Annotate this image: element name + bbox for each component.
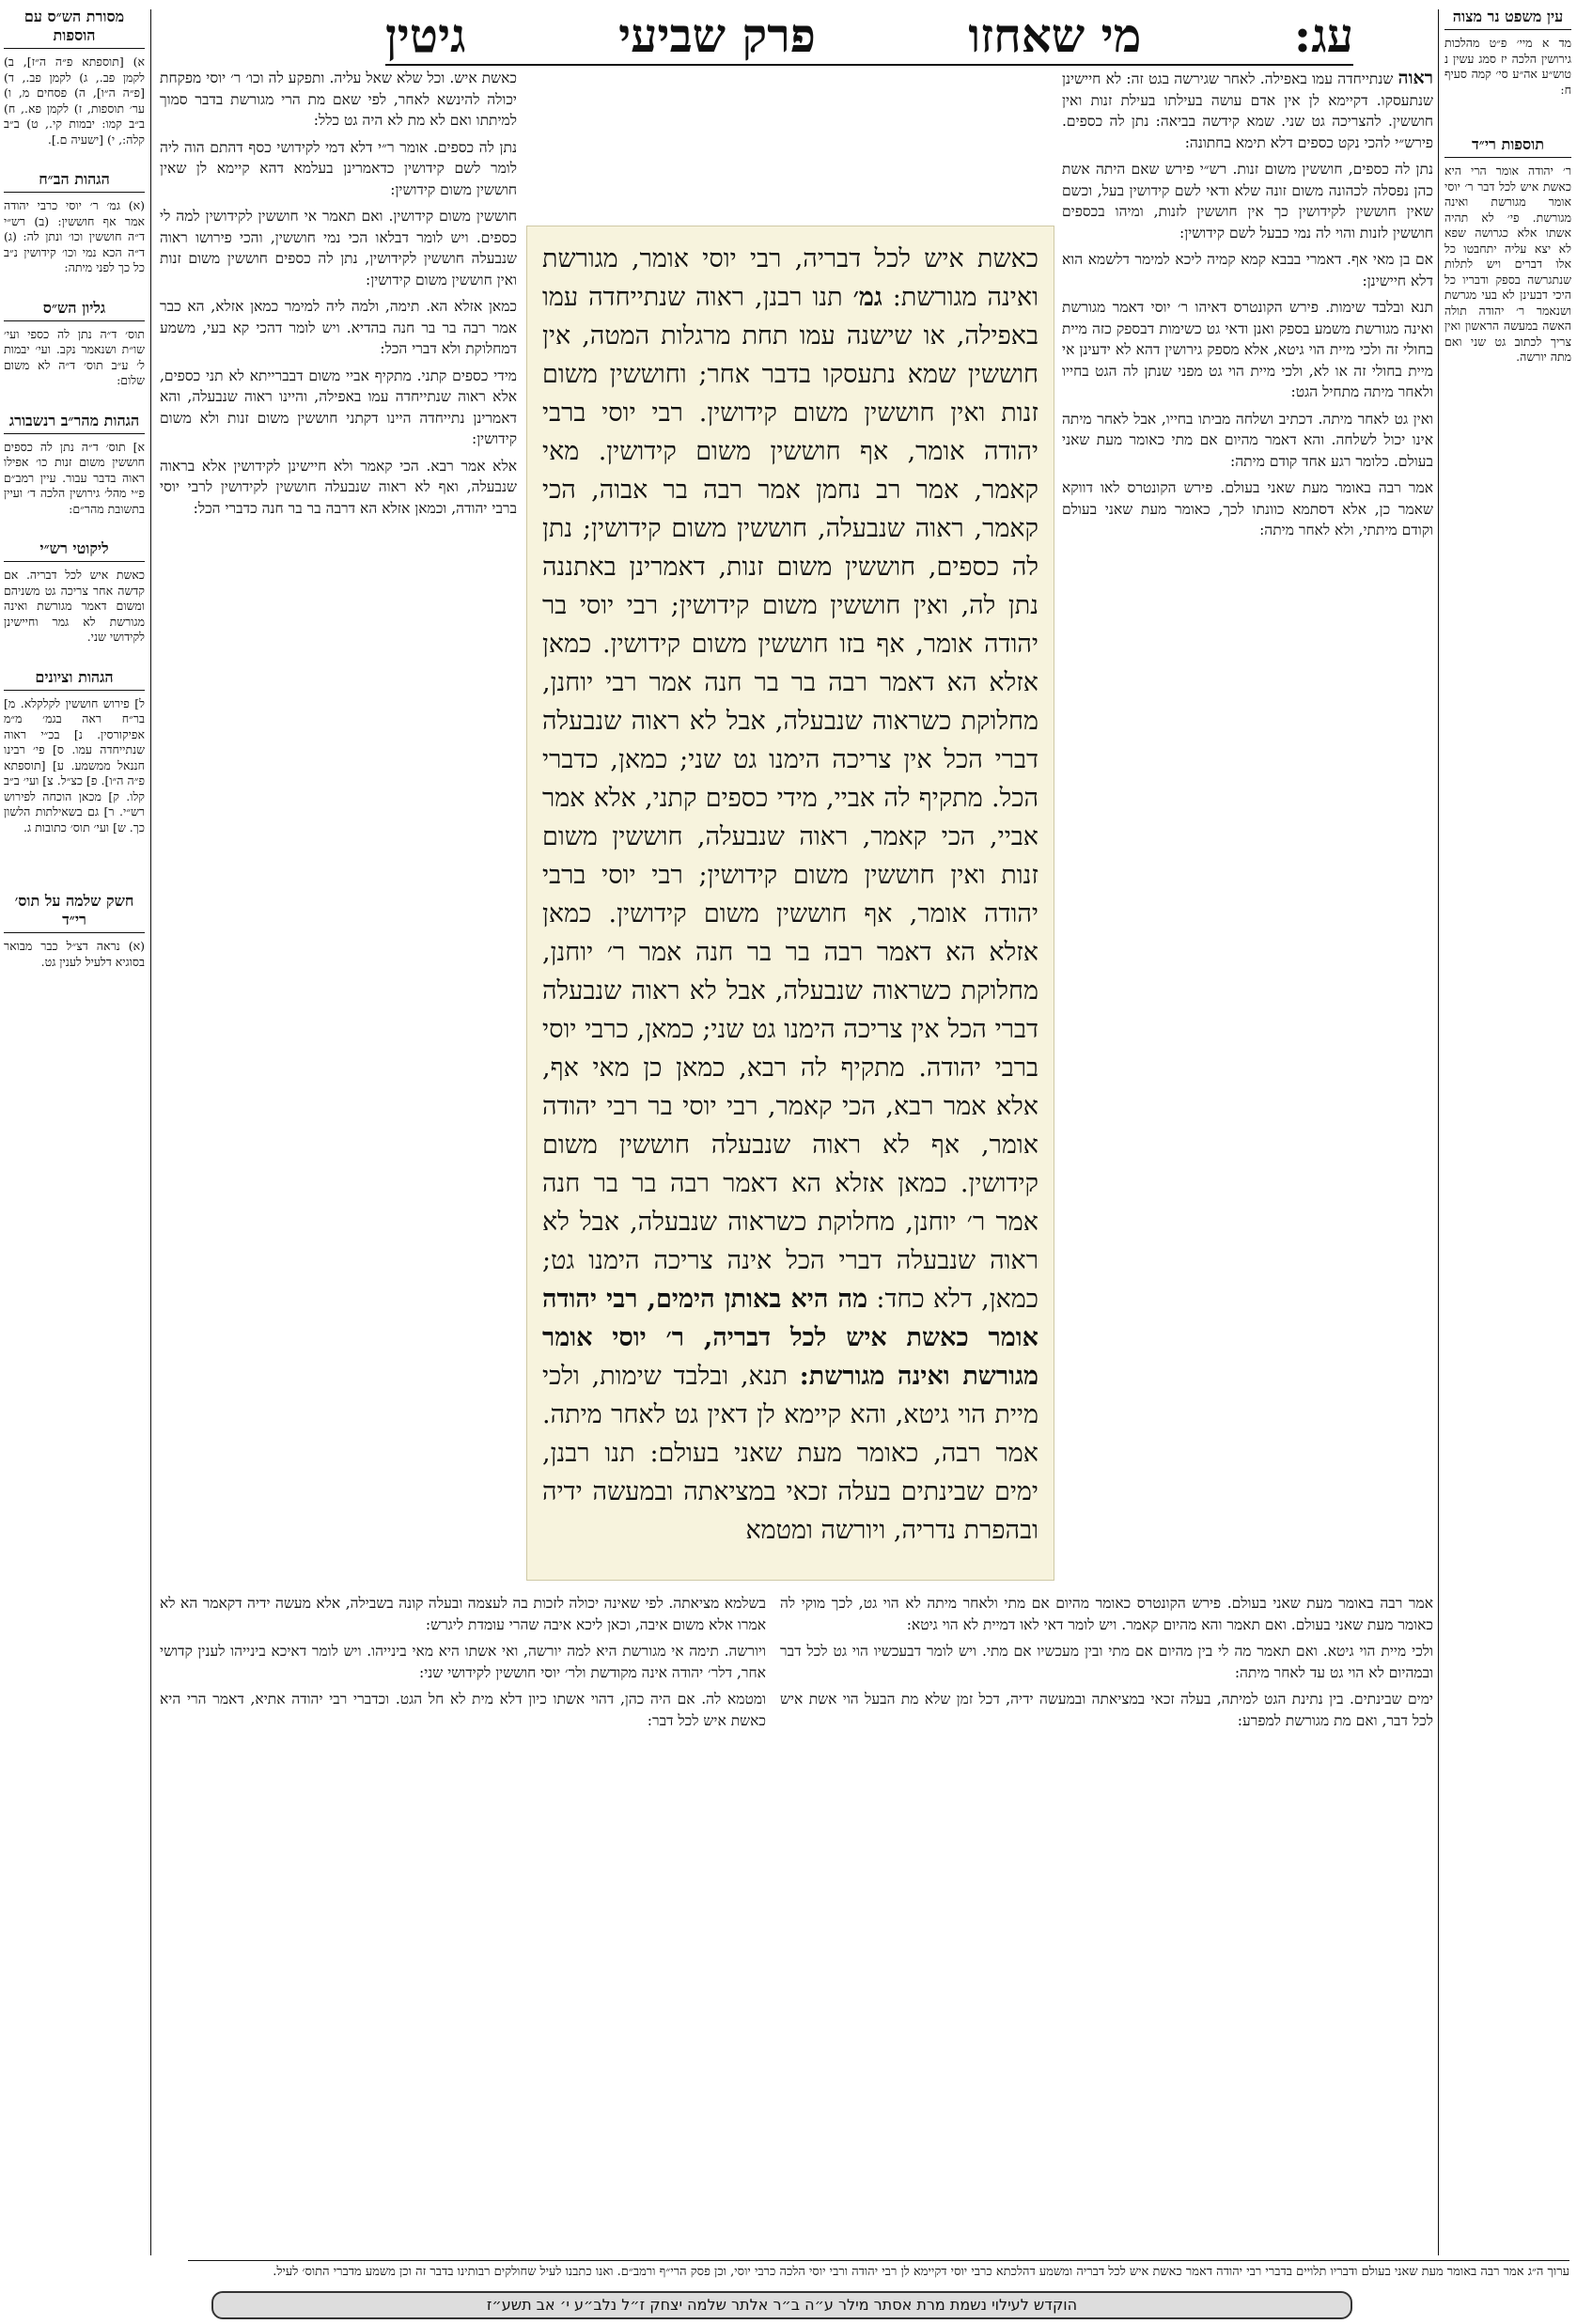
folio-number: עג: bbox=[1293, 7, 1353, 63]
tractate-name: גיטין bbox=[385, 7, 466, 63]
tosafot-paragraph: כמאן אזלא הא. תימה, ולמה ליה למימר כמאן אזלא, הא כבר אמר רבה בר בר חנה בהדיא. ויש לומר דהכי קא בעי, משמע דמחלוקת ולא דברי הכל: bbox=[160, 298, 517, 357]
commentary-paragraph: אמר רבה באומר מעת שאני בעולם. פירש הקונטרס כאומר מהיום אם מתי ולאחר מיתה לא הוי גט, לכך מוקי לה כאומר מעת שאני בעולם. ואם תאמר והא מהיום קאמר. ויש לומר דאי לאו דמיית לא הוי גיטא: bbox=[780, 1595, 1433, 1633]
footer-note: ערוך ה״ג אמר רבה באומר מעת שאני בעולם ודבריו תלויים בדברי רבי יהודה דאמר כאשת איש לכל דבריה ומשמע דהלכתא כרבי יוסי דקיימא לן רבי יהודה ורבי יוסי הלכה כרבי יוסי, וכן פסק הרי״ף ורמב״ם. ואנו כתבנו לעיל שחולקים רבותינו בדבר זה וכן משמע מדברי התוס׳ לעיל. bbox=[188, 2260, 1569, 2293]
tosafot-paragraph: מידי כספים קתני. מתקיף אביי משום דבברייתא לא תני כספים, אלא ראוה שנתייחדה עמו באפילה, והיינו ראוה שנבעלה, והא דאמרינן נתייחדה היינו דקתני חוששין משום זנות ולא משום קידושין: bbox=[160, 367, 517, 447]
commentary-paragraph: ימים שבינתים. בין נתינת הגט למיתה, בעלה זכאי במציאתה ובמעשה ידיה, דכל זמן שלא מת הבעל הוי אשת איש לכל דבר, ואם מת מגורשת למפרע: bbox=[780, 1691, 1433, 1729]
gemara-label: גמ׳ bbox=[852, 283, 882, 312]
gemara-text: תנו רבנן, ראוה שנתייחדה עמו באפילה, או שישנה עמו תחת מרגלות המטה, אין חוששין שמא נתעסקו בדבר אחר; וחוששין משום זנות ואין חוששין משום קידושין. רבי יוסי ברבי יהודה אומר, אף חוששין משום קידושין. מאי קאמר, אמר רב נחמן אמר רבה בר אבוה, הכי קאמר, ראוה שנבעלה, חוששין משום קידושין; נתן לה כספים, חוששין משום זנות, דאמרינן באתננה נתן לה, ואין חוששין משום קידושין; רבי יוסי בר יהודה אומר, אף בזו חוששין משום קידושין. כמאן אזלא הא דאמר רבה בר בר חנה אמר רבי יוחנן, מחלוקת כשראוה שנבעלה, אבל לא ראוה שנבעלה דברי הכל אין צריכה הימנו גט שני; כמאן, כדברי הכל. מתקיף לה אביי, מידי כספים קתני, אלא אמר אביי, הכי קאמר, ראוה שנבעלה, חוששין משום זנות ואין חוששין משום קידושין; רבי יוסי ברבי יהודה אומר, אף חוששין משום קידושין. כמאן אזלא הא דאמר רבה בר בר חנה אמר ר׳ יוחנן, מחלוקת כשראוה שנבעלה, אבל לא ראוה שנבעלה דברי הכל אין צריכה הימנו גט שני; כמאן, כרבי יוסי ברבי יהודה. מתקיף לה רבא, כמאן כן מאי אף, אלא אמר רבא, הכי קאמר, רבי יוסי בר רבי יהודה אומר, אף לא ראוה שנבעלה חוששין משום קידושין. כמאן אזלא הא דאמר רבה בר בר חנה אמר ר׳ יוחנן, מחלוקת כשראוה שנבעלה, אבל לא ראוה שנבעלה דברי הכל אינה צריכה הימנו גט; כמאן, דלא כחד: bbox=[542, 283, 1038, 1314]
mishna-text-bold: מה היא באותן הימים, רבי יהודה אומר כאשת איש לכל דבריה, ר׳ יוסי אומר מגורשת ואינה מגורשת: bbox=[542, 1285, 1038, 1391]
tosafot-paragraph: כאשת איש. וכל שלא שאל עליה. ותפקע לה וכו׳ ר׳ יוסי מפקחת יכולה להינשא לאחר, לפי שאם מת הרי מגורשת בדבר סמוך למיתתו ואם לא מת לא היה גט כלל: bbox=[160, 70, 517, 129]
rashi-column bbox=[1062, 68, 1433, 1581]
tractate-prefix: מי שאחזו bbox=[968, 7, 1142, 63]
maharatz-text: א] תוס׳ ד״ה נתן לה כספים חוששין משום זנות כו׳ אפילו ראוה בדבר עבור. עיין רמב״ם פ״י מהל׳ גירושין הלכה ד׳ ועיין בתשובת מהר״ם: bbox=[4, 439, 145, 516]
tosafot-paragraph: נתן לה כספים. אומר ר״י דלא דמי לקידושי כסף דהתם הוה ליה לומר לשם קידושין כדאמרינן בעלמא דהא קיימא לן שאין חוששין משום קידושין: bbox=[160, 138, 517, 198]
gemara-text-end: תנו רבנן, ימים שבינתים בעלה זכאי במציאתה ובמעשה ידיה ובהפרת נדריה, ויורשה ומטמא bbox=[542, 1439, 1038, 1545]
hagahot-bach-title: הגהות הב״ח bbox=[4, 170, 145, 193]
tosafot-rid-title: תוספות רי״ד bbox=[1444, 135, 1571, 158]
hagahot-tziyunim-text: ל] פירוש חוששין לקלקלא. מ] בר״ח ראה בגמ׳ מ״מ אפיקורסין. נ] בכ״י ראוה שנתייחדה עמו. ס] פי׳ רבינו חננאל ממשמע. ע] [תוספתא פ״ה ה״ו]. פ] כצ״ל. צ] ועי׳ ב״ב קלו. ק] מכאן הוכחה לפירוש רש״י. ר] גם בשאילתות הלשון כך. ש] ועי׳ תוס׳ כתובות ג. bbox=[4, 695, 145, 834]
memorial-dedication: הוקדש לעילוי נשמת מרת אסתר מילר ע״ה ב״ר אלתר שלמה יצחק ז״ל נלב״ע י׳ אב תשע״ז bbox=[211, 2291, 1352, 2319]
heshek-text: (א) נראה דצ״ל כבר מבואר בסוגיא דלעיל לענין גט. bbox=[4, 939, 145, 969]
rashi-paragraph: אמר רבה באומר מעת שאני בעולם. פירש הקונטרס לאו דווקא שאמר כן, אלא דסתמא כוונתו לכך, כאומר מעת שאני בעולם וקודם מיתתי, ולא לאחר מיתה: bbox=[1062, 479, 1433, 538]
gemara-main-text-box bbox=[526, 226, 1054, 1581]
rashi-paragraph: תנא ובלבד שימות. פירש הקונטרס דאיהו ר׳ יוסי דאמר מגורשת ואינה מגורשת משמע בספק ואנן ודאי גט כשימות דבספק כזה מיית בחולי זה ולכי מיית הוי גיטא, אלא מספק גירושין דהא לא ידעינן אי מיית בחולי זה או לא, ולכי מיית הוי גט מפני שנתן לה הגט בחייו ולאחר מיתה מתחיל הגט: bbox=[1062, 299, 1433, 400]
ein-mishpat-text: מד א מיי׳ פ״ט מהלכות גירושין הלכה יז סמג עשין נ טוש״ע אה״ע סי׳ קמה סעיף ח: bbox=[1444, 36, 1571, 97]
right-margin bbox=[1444, 8, 1571, 2254]
page-header bbox=[385, 6, 1353, 66]
gilyon-title: גליון הש״ס bbox=[4, 299, 145, 321]
commentary-paragraph: ומטמא לה. אם היה כהן, דהוי אשתו כיון דלא מית לא חל הגט. וכדברי רבי יהודה אתיא, דאמר הרי היא כאשת איש לכל דבר: bbox=[160, 1691, 766, 1729]
tosafot-paragraph: חוששין משום קידושין. ואם תאמר אי חוששין לקידושין למה לי כספים. ויש לומר דבלאו הכי נמי חוששין, והכי פירושו ראוה שנבעלה חוששין לקידושין, נתן לה כספים חוששין משום זנות ואין חוששין משום קידושין: bbox=[160, 208, 517, 289]
tosafot-column bbox=[160, 68, 517, 1581]
mesoret-text: א) [תוספתא פ״ה ה״ז], ב) לקמן פב., ג) לקמן פב., ד) [פ״ה ה״ו], ה) פסחים מ, ו) ער׳ תוספות, ז) לקמן פא., ח) ב״ב קמו: יבמות קי., ט) ב״ב קלה:, י) [ישעיה ם.]. bbox=[4, 55, 145, 147]
divider-left bbox=[150, 9, 151, 2255]
rashi-opening-word: ראוה bbox=[1397, 68, 1433, 88]
rashi-paragraph: ואין גט לאחר מיתה. דכתיב ושלחה מביתו בחייו, אבל לאחר מיתה אינו יכול לשלחה. והא דאמר מהיום אם מתי כאומר מעת שאני בעולם. כלומר רגע אחד קודם מיתה: bbox=[1062, 410, 1433, 470]
bottom-left-commentary bbox=[160, 1593, 766, 2255]
commentary-paragraph: בשלמא מציאתה. לפי שאינה יכולה לזכות בה לעצמה ובעלה קונה בשבילה, אלא מעשה ידיה דקאמר הא לא אמרו אלא משום איבה, וכאן ליכא איבה שהרי עומדת ליגרש: bbox=[160, 1595, 766, 1633]
mishna-text: כאשת איש לכל דבריה, רבי יוסי אומר, מגורשת ואינה מגורשת: bbox=[542, 244, 1038, 312]
tosafot-paragraph: אלא אמר רבא. הכי קאמר ולא חיישינן לקידושין אלא בראוה שנבעלה, ואף לא ראוה שנבעלה חוששין לקידושין לרבי יוסי ברבי יהודה, וכמאן אזלא הא דרבה בר בר חנה כדברי הכל: bbox=[160, 457, 517, 517]
tosafot-rid-text: ר׳ יהודה אומר הרי היא כאשת איש לכל דבר ר׳ יוסי אומר מגורשת ואינה מגורשת. פי׳ לא תהיה אשתו אלא כגרושה שפא לא יצא עליה יתחבטו כל אלו דברים ויש לתלות שנתגרשה בספק ודבריו כל היכי דבעינן לא בעי מגרשת ושנאמר ר׳ יהודה תולה האשה במעשה הראשון ואין צריך לכתוב גט שני ואם מתה יורשה. bbox=[1444, 164, 1571, 364]
mesoret-title: מסורת הש״ס עם הוספות bbox=[4, 8, 145, 49]
hagahot-bach-text: (א) גמ׳ ר׳ יוסי כרבי יהודה אמר אף חוששין: (ב) רש״י ד״ה חוששין וכו׳ ונתן לה: (ג) ד״ה הכא נמי וכו׳ קידושין נ״ב כל כך לפני מיתה: bbox=[4, 198, 145, 274]
commentary-paragraph: ויורשה. תימה אי מגורשת היא למה יורשה, ואי אשתו היא מאי בינייהו. ויש לומר דאיכא בינייהו לענין קדושי אחר, דלר׳ יהודה אינה מקודשת ולר׳ יוסי חוששין לקידושי שני: bbox=[160, 1643, 766, 1681]
likutei-rashi-title: ליקוטי רש״י bbox=[4, 539, 145, 562]
left-margin bbox=[4, 8, 145, 2254]
commentary-paragraph: ולכי מיית הוי גיטא. ואם תאמר מה לי בין מהיום אם מתי ובין מעכשיו אם מתי. ויש לומר דבעכשיו הוי גט לכל דבר ובמהיום לא הוי גט עד לאחר מיתה: bbox=[780, 1643, 1433, 1681]
maharatz-title: הגהות מהר״ב רנשבורג bbox=[4, 412, 145, 434]
hagahot-tziyunim-title: הגהות וציונים bbox=[4, 668, 145, 691]
rashi-paragraph: שנתייחדה עמו באפילה. לאחר שגירשה בגט זה: לא חיישינן שנתעסקו. דקיימא לן אין אדם עושה בעילתו בעילת זנות ואין חוששין. להצריכה גט שני. שמא קידשה בביאה: נתן לה כספים. פירש״י להכי נקט כספים דלא תימא בחתונה: bbox=[1062, 70, 1433, 151]
rashi-paragraph: אם בן מאי אף. דאמרי בבבא קמא קמיה ליכא למימר דלשמא הוא דלא חיישינן: bbox=[1062, 251, 1433, 289]
ein-mishpat-title: עין משפט נר מצוה bbox=[1444, 8, 1571, 30]
gilyon-text: תוס׳ ד״ה נתן לה כספי ועי׳ שו״ת ושנאמר נקב. ועי׳ יבמות ל׳ ע״ב תוס׳ ד״ה לא משום שלום: bbox=[4, 326, 145, 387]
bottom-right-commentary bbox=[780, 1593, 1433, 2255]
heshek-title: חשק שלמה על תוס׳ רי״ד bbox=[4, 892, 145, 933]
likutei-rashi-text: כאשת איש לכל דבריה. אם קדשה אחר צריכה גט משניהם ומשום דאמר מגורשת ואינה מגורשת לא גמר וחיישינן לקידושי שני. bbox=[4, 568, 145, 644]
rashi-paragraph: נתן לה כספים, חוששין משום זנות. רש״י פירש שאם היתה אשת כהן נפסלה לכהונה משום זונה שלא ודאי לשם קידושין בעל, וכשם שאין חוששין לקידושין כך אין חוששין לזנות, ומיהו בכספים חוששין לזנות והוי לה נמי כבעל לשם קידושין: bbox=[1062, 161, 1433, 242]
chapter-title: פרק שביעי bbox=[618, 7, 816, 63]
gemara-main-text bbox=[527, 226, 1054, 1563]
divider-right bbox=[1438, 9, 1439, 2255]
gemara-text-continued: תנא, ובלבד שימות, ולכי מיית הוי גיטא, והא קיימא לן דאין גט לאחר מיתה. אמר רבה, כאומר מעת שאני בעולם: bbox=[542, 1362, 1038, 1468]
